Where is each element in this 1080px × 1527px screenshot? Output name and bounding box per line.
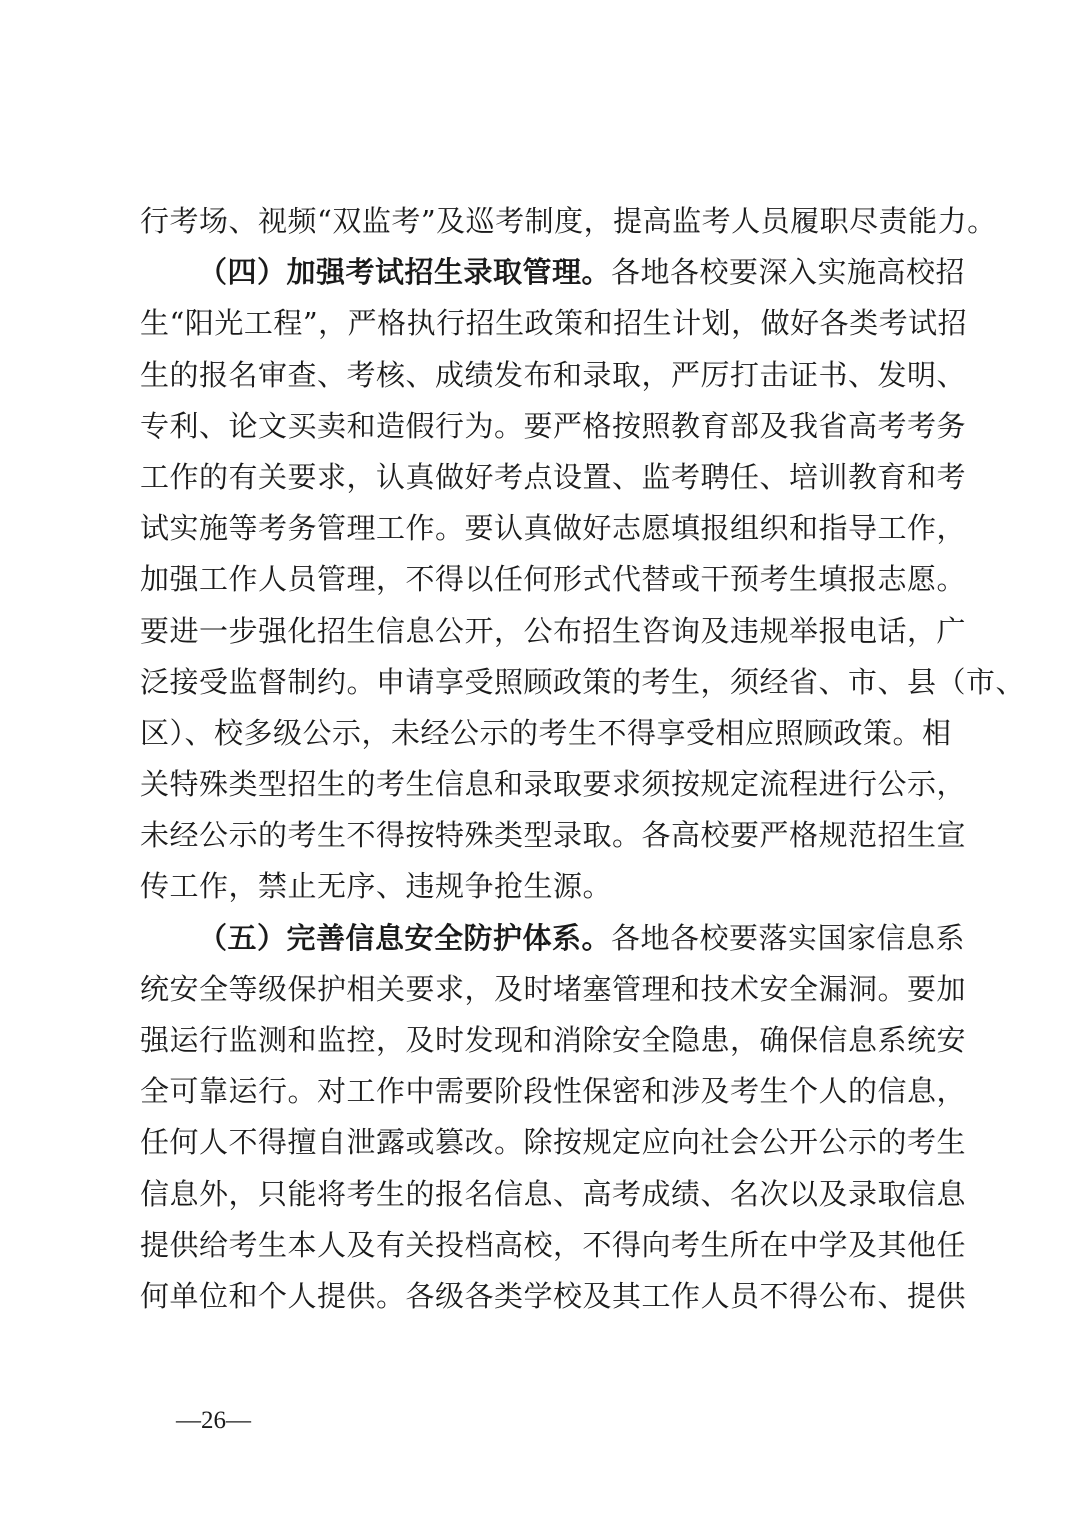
text-line: 传工作，禁止无序、违规争抢生源。 (140, 869, 613, 904)
text-line (140, 913, 966, 964)
text-line: 生的报名审查、考核、成绩发布和录取，严厉打击证书、发明、 (140, 357, 967, 392)
text-line: 工作的有关要求，认真做好考点设置、监考聘任、培训教育和考 (140, 459, 967, 494)
text-line: 区）、校多级公示，未经公示的考生不得享受相应照顾政策。相 (140, 715, 952, 750)
text-line: 提供给考生本人及有关投档高校，不得向考生所在中学及其他任 (140, 1227, 967, 1262)
page-number: —26— (176, 1407, 251, 1434)
section-heading-5: （五）完善信息安全防护体系。 (198, 920, 612, 955)
body-text (140, 196, 1026, 1322)
text-line: 信息外，只能将考生的报名信息、高考成绩、名次以及录取信息 (140, 1176, 967, 1211)
text-segment: 各地各校要深入实施高校招 (611, 255, 966, 290)
text-line: 泛接受监督制约。申请享受照顾政策的考生，须经省、市、县（市、 (140, 664, 1026, 699)
text-line: 要进一步强化招生信息公开，公布招生咨询及违规举报电话，广 (140, 613, 967, 648)
section-heading-4: （四）加强考试招生录取管理。 (198, 255, 612, 290)
text-line (140, 247, 966, 298)
text-line: 专利、论文买卖和造假行为。要严格按照教育部及我省高考考务 (140, 408, 967, 443)
text-line: 统安全等级保护相关要求，及时堵塞管理和技术安全漏洞。要加 (140, 971, 967, 1006)
text-line: 行考场、视频“双监考”及巡考制度，提高监考人员履职尽责能力。 (140, 204, 997, 238)
text-segment: 各地各校要落实国家信息系 (611, 920, 966, 955)
text-line: 加强工作人员管理，不得以任何形式代替或干预考生填报志愿。 (140, 562, 967, 597)
text-line: 试实施等考务管理工作。要认真做好志愿填报组织和指导工作， (140, 511, 967, 546)
text-line: 强运行监测和监控，及时发现和消除安全隐患，确保信息系统安 (140, 1023, 967, 1057)
text-line: 未经公示的考生不得按特殊类型录取。各高校要严格规范招生宣 (140, 818, 967, 853)
text-line: 生“阳光工程”，严格执行招生政策和招生计划，做好各类考试招 (140, 306, 968, 341)
text-line: 关特殊类型招生的考生信息和录取要求须按规定流程进行公示， (140, 767, 967, 802)
text-line: 全可靠运行。对工作中需要阶段性保密和涉及考生个人的信息， (140, 1074, 967, 1109)
text-line: 任何人不得擅自泄露或篡改。除按规定应向社会公开公示的考生 (140, 1125, 967, 1160)
text-line: 何单位和个人提供。各级各类学校及其工作人员不得公布、提供 (140, 1278, 967, 1313)
